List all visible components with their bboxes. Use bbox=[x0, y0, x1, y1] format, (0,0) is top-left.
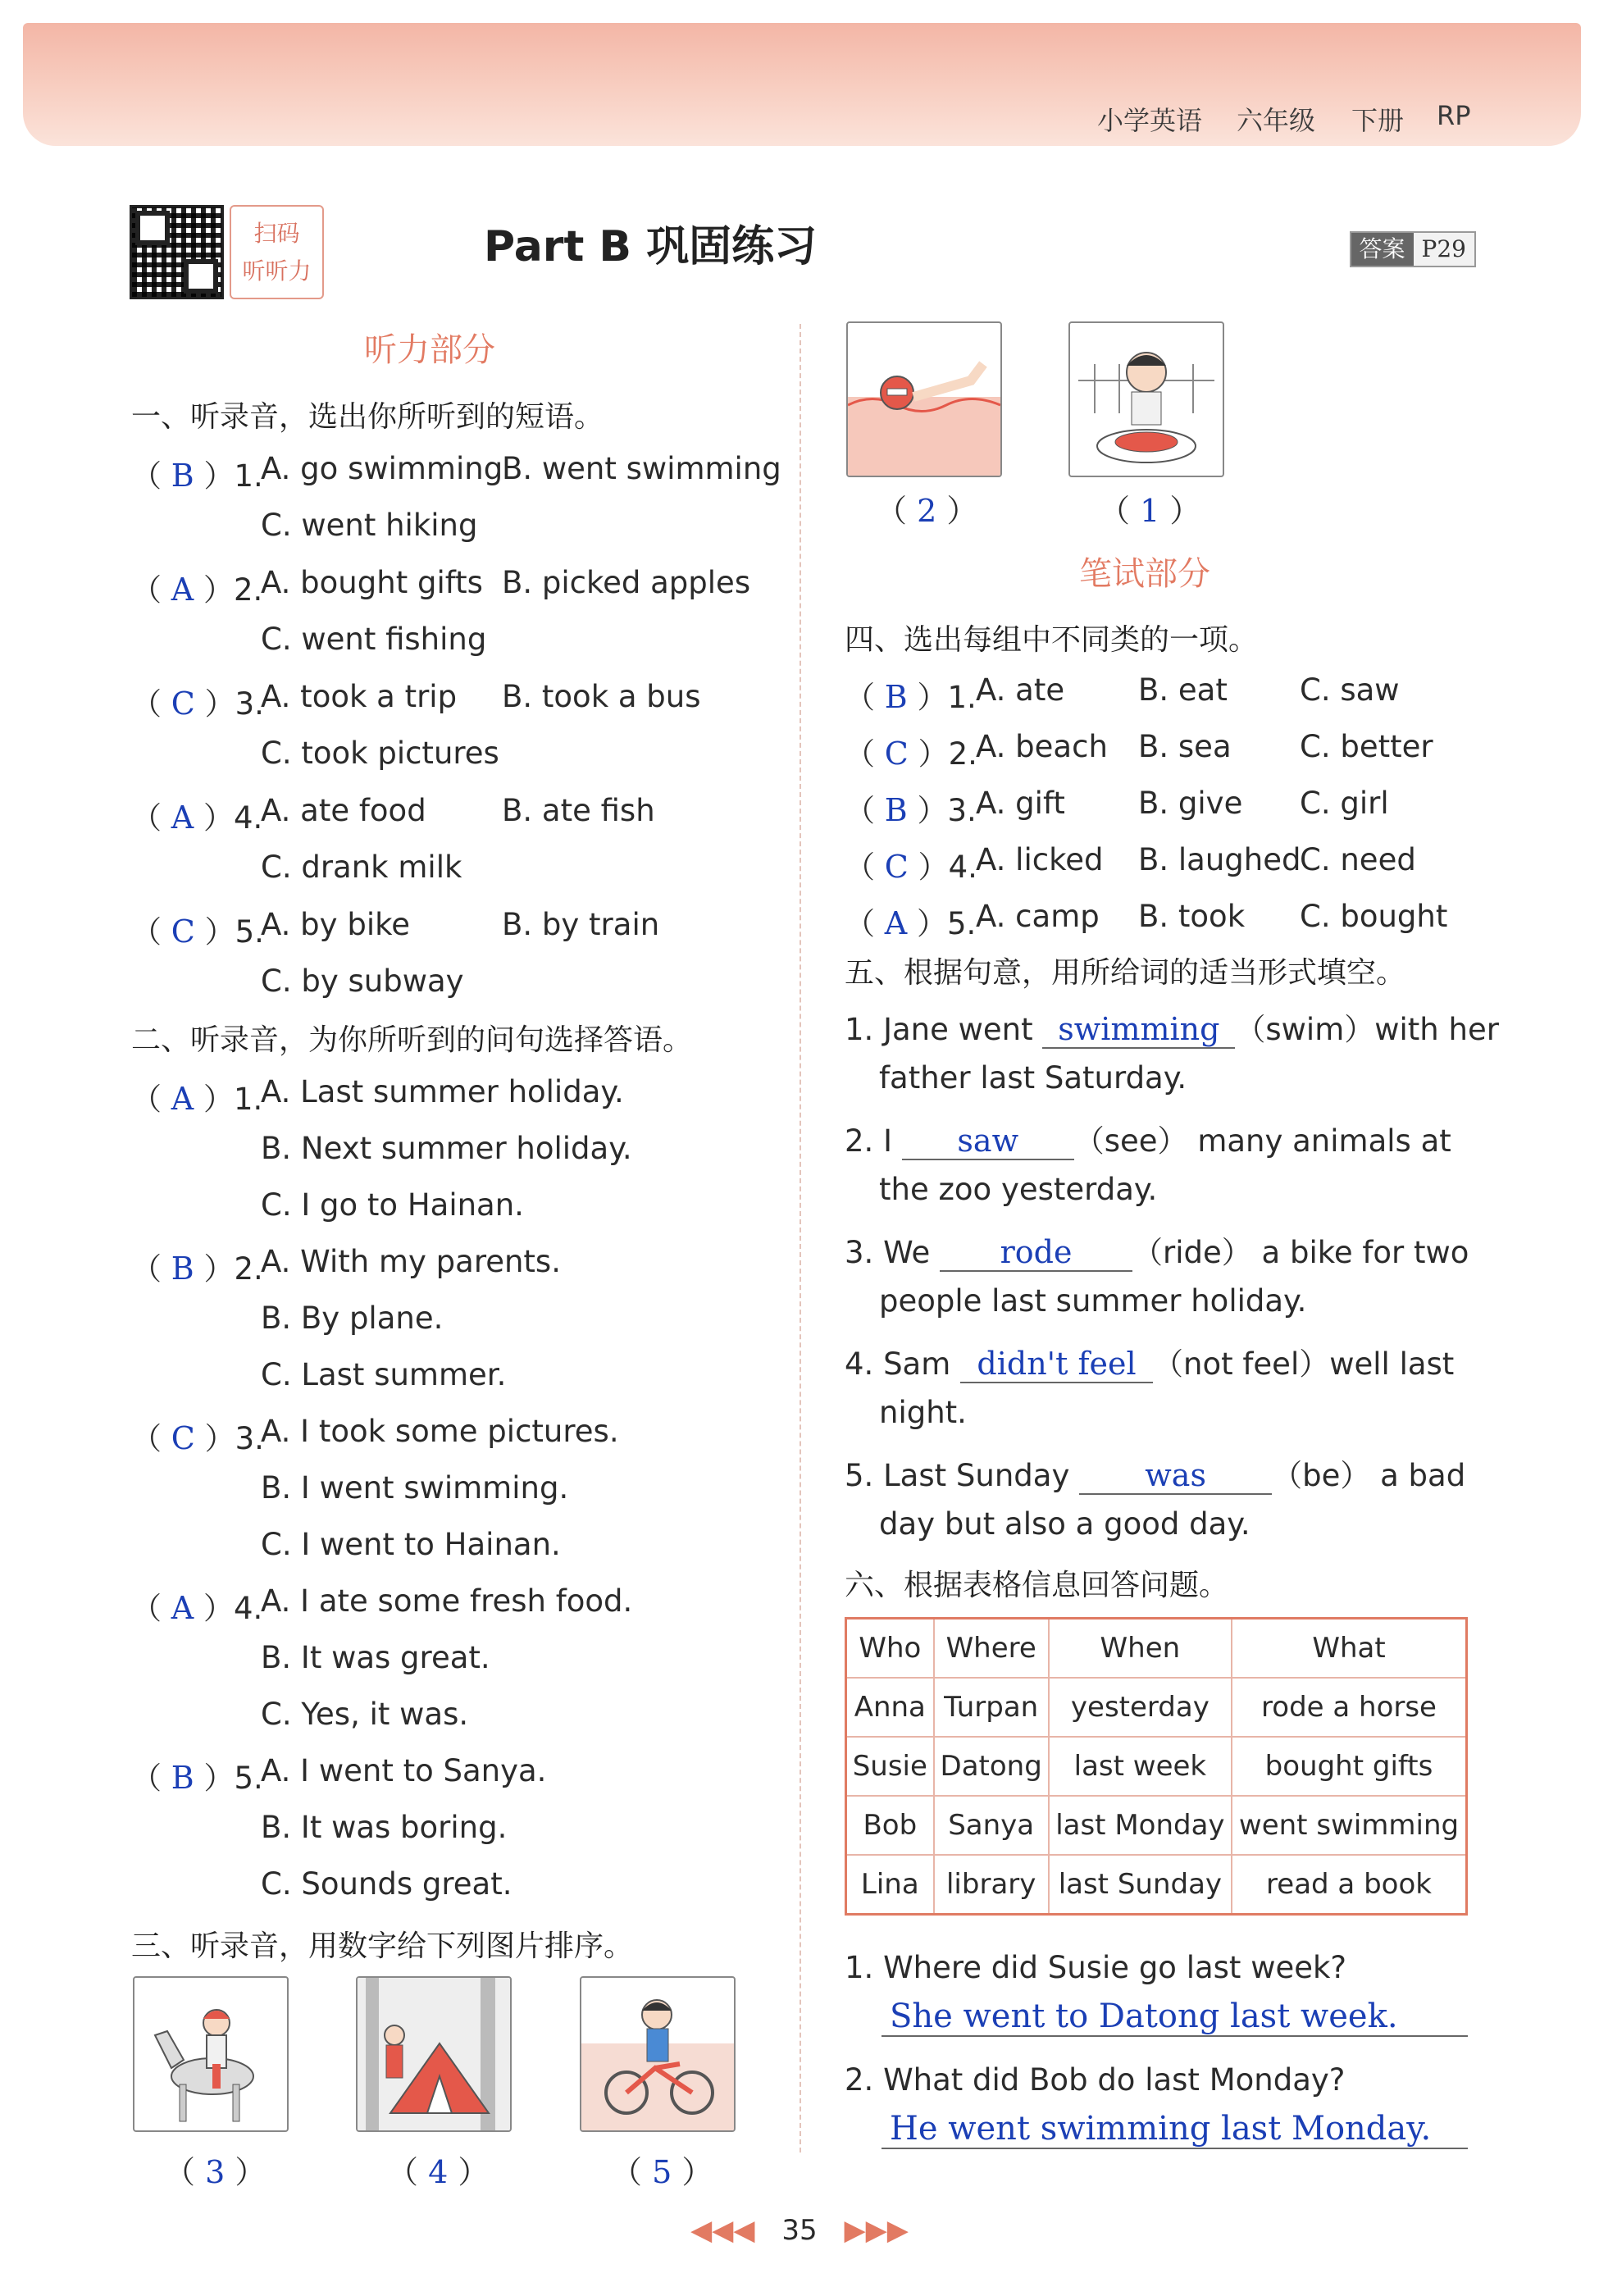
picture-eating-fish bbox=[1068, 321, 1224, 477]
answer-page-tag bbox=[1350, 231, 1476, 267]
item-number: 1. bbox=[233, 1082, 263, 1117]
q1-item: （ A ）2. bbox=[131, 572, 263, 608]
option-text: C. I went to Hainan. bbox=[261, 1527, 561, 1562]
sentence-continuation: night. bbox=[879, 1395, 967, 1430]
picture-order-2: （ 4 ） bbox=[387, 2154, 490, 2190]
listening-section-title: 听力部分 bbox=[364, 331, 495, 369]
option-text: A. bought gifts bbox=[261, 565, 483, 600]
q4-item: （ C ）4. bbox=[845, 849, 977, 885]
q5-item bbox=[845, 1228, 1469, 1272]
picture-order-1: （ 3 ） bbox=[164, 2154, 266, 2190]
picture-order-top-1: （ 2 ） bbox=[876, 493, 978, 529]
option-text: A. With my parents. bbox=[261, 1244, 561, 1279]
table-cell: rode a horse bbox=[1232, 1678, 1466, 1737]
fill-blank[interactable]: swimming bbox=[1042, 1011, 1235, 1049]
table-cell: Turpan bbox=[934, 1678, 1049, 1737]
qr-code-icon[interactable] bbox=[130, 205, 224, 299]
sentence-continuation: people last summer holiday. bbox=[879, 1283, 1307, 1319]
option-text: C. Last summer. bbox=[261, 1357, 507, 1392]
q5-item bbox=[845, 1339, 1454, 1383]
q2-item: （ C ）3. bbox=[131, 1420, 264, 1456]
answer-choice[interactable]: C bbox=[171, 686, 195, 722]
answer-page: P29 bbox=[1414, 233, 1474, 266]
table-cell: Susie bbox=[846, 1737, 934, 1796]
table-cell: went swimming bbox=[1232, 1796, 1466, 1855]
fill-blank[interactable]: didn't feel bbox=[960, 1346, 1153, 1383]
word-hint: （see） many animals at bbox=[1073, 1123, 1451, 1159]
table-cell: Lina bbox=[846, 1855, 934, 1915]
q2-item: （ B ）2. bbox=[131, 1250, 263, 1287]
table-cell: library bbox=[934, 1855, 1049, 1915]
book-volume: 下册 bbox=[1351, 105, 1405, 136]
option-text: B. It was great. bbox=[261, 1640, 490, 1675]
item-number: 1. bbox=[234, 458, 263, 494]
item-number: 1. bbox=[947, 680, 977, 715]
option-text: B. took bbox=[1138, 899, 1246, 934]
book-edition: RP bbox=[1437, 100, 1471, 131]
picture-order-answer[interactable]: 2 bbox=[917, 493, 937, 529]
q1-heading: 一、听录音，选出你所听到的短语。 bbox=[131, 400, 604, 434]
table-cell: Bob bbox=[846, 1796, 934, 1855]
sentence-start: 4. Sam bbox=[845, 1346, 951, 1382]
q5-item bbox=[845, 1004, 1499, 1049]
table-row bbox=[846, 1855, 1467, 1915]
q4-item: （ C ）2. bbox=[845, 736, 977, 772]
option-text: C. saw bbox=[1300, 672, 1400, 708]
option-text: A. ate bbox=[976, 672, 1065, 708]
picture-order-answer[interactable]: 5 bbox=[652, 2154, 672, 2190]
answer-label: 答案 bbox=[1351, 233, 1414, 266]
option-text: B. By plane. bbox=[261, 1301, 444, 1336]
item-number: 2. bbox=[948, 736, 977, 772]
table-header: Who bbox=[846, 1619, 934, 1679]
option-text: C. better bbox=[1300, 729, 1433, 764]
q2-item: （ A ）1. bbox=[131, 1081, 263, 1117]
q1-item: （ A ）4. bbox=[131, 800, 263, 836]
scan-label-1: 扫码 bbox=[253, 220, 300, 247]
sentence-continuation: the zoo yesterday. bbox=[879, 1172, 1158, 1207]
fill-blank[interactable]: saw bbox=[902, 1123, 1074, 1160]
item-number: 5. bbox=[946, 906, 977, 941]
exercise-header bbox=[123, 197, 1476, 303]
q6-answer-1[interactable]: She went to Datong last week. bbox=[882, 1998, 1468, 2037]
q1-item: （ C ）3. bbox=[131, 686, 264, 722]
option-text: A. beach bbox=[976, 729, 1108, 764]
option-text: A. camp bbox=[976, 899, 1100, 934]
picture-horse-riding bbox=[133, 1976, 289, 2132]
answer-choice[interactable]: A bbox=[884, 905, 908, 941]
option-text: B. laughed bbox=[1138, 842, 1301, 877]
picture-bike-riding bbox=[580, 1976, 736, 2132]
word-hint: （swim）with her bbox=[1235, 1012, 1499, 1047]
header-banner bbox=[23, 23, 1581, 146]
page-footer bbox=[0, 2214, 1599, 2247]
sentence-continuation: day but also a good day. bbox=[879, 1506, 1250, 1542]
q6-question-2: 2. What did Bob do last Monday? bbox=[845, 2062, 1346, 2098]
page-number: 35 bbox=[781, 2214, 818, 2247]
table-cell: last Monday bbox=[1049, 1796, 1232, 1855]
sentence-continuation: father last Saturday. bbox=[879, 1060, 1187, 1096]
q1-item: （ C ）5. bbox=[131, 913, 264, 950]
q5-heading: 五、根据句意，用所给词的适当形式填空。 bbox=[845, 956, 1406, 990]
option-text: B. sea bbox=[1138, 729, 1232, 764]
sentence-start: 2. I bbox=[845, 1123, 892, 1159]
answer-choice[interactable]: B bbox=[171, 1760, 194, 1796]
column-divider bbox=[800, 324, 801, 2152]
answer-choice[interactable]: C bbox=[884, 849, 909, 885]
sentence-start: 1. Jane went bbox=[845, 1012, 1033, 1047]
answer-choice[interactable]: C bbox=[171, 1420, 195, 1456]
q5-item bbox=[845, 1451, 1465, 1495]
option-text: A. I went to Sanya. bbox=[261, 1753, 547, 1788]
table-row bbox=[846, 1678, 1467, 1737]
sentence-start: 3. We bbox=[845, 1235, 931, 1270]
option-text: B. Next summer holiday. bbox=[261, 1131, 632, 1166]
next-arrows-icon[interactable]: ▶▶▶ bbox=[844, 2214, 909, 2247]
q4-heading: 四、选出每组中不同类的一项。 bbox=[845, 623, 1259, 657]
option-text: A. go swimming bbox=[261, 451, 503, 486]
option-text: A. gift bbox=[976, 786, 1065, 821]
option-text: A. licked bbox=[976, 842, 1104, 877]
picture-order-answer[interactable]: 1 bbox=[1140, 493, 1160, 529]
picture-swimming bbox=[846, 321, 1002, 477]
picture-camping-tent bbox=[356, 1976, 512, 2132]
table-row bbox=[846, 1796, 1467, 1855]
word-hint: （be） a bad bbox=[1272, 1458, 1466, 1493]
table-cell: Sanya bbox=[934, 1796, 1049, 1855]
word-hint: （ride） a bike for two bbox=[1132, 1235, 1469, 1270]
option-text: B. went swimming bbox=[502, 451, 781, 486]
q4-item: （ A ）5. bbox=[845, 905, 977, 941]
table-cell: yesterday bbox=[1049, 1678, 1232, 1737]
option-text: B. It was boring. bbox=[261, 1810, 508, 1845]
table-header-row bbox=[846, 1619, 1467, 1679]
prev-arrows-icon[interactable]: ◀◀◀ bbox=[690, 2214, 755, 2247]
scan-label-2: 听听力 bbox=[242, 257, 312, 285]
table-cell: Datong bbox=[934, 1737, 1049, 1796]
q2-item: （ A ）4. bbox=[131, 1590, 263, 1626]
q3-heading: 三、听录音，用数字给下列图片排序。 bbox=[131, 1929, 634, 1963]
table-header: Where bbox=[934, 1619, 1049, 1679]
option-text: C. Sounds great. bbox=[261, 1866, 512, 1902]
picture-order-answer[interactable]: 4 bbox=[428, 2154, 449, 2190]
item-number: 5. bbox=[234, 1761, 263, 1796]
answer-choice[interactable]: B bbox=[884, 792, 908, 828]
option-text: A. I ate some fresh food. bbox=[261, 1583, 633, 1619]
q1-item: （ B ）1. bbox=[131, 458, 263, 494]
table-cell: bought gifts bbox=[1232, 1737, 1466, 1796]
q5-item bbox=[845, 1116, 1451, 1160]
option-text: C. bought bbox=[1300, 899, 1448, 934]
book-subject: 小学英语 bbox=[1097, 105, 1203, 136]
item-number: 3. bbox=[235, 1421, 264, 1456]
answer-choice[interactable]: A bbox=[171, 1081, 194, 1117]
answer-choice[interactable]: A bbox=[171, 800, 194, 836]
option-text: A. Last summer holiday. bbox=[261, 1074, 624, 1109]
option-text: C. need bbox=[1300, 842, 1416, 877]
fill-blank[interactable]: was bbox=[1079, 1457, 1272, 1495]
table-cell: last Sunday bbox=[1049, 1855, 1232, 1915]
answer-choice[interactable]: C bbox=[884, 736, 909, 772]
item-number: 2. bbox=[234, 1251, 263, 1287]
item-number: 3. bbox=[947, 793, 977, 828]
fill-blank[interactable]: rode bbox=[940, 1234, 1132, 1272]
table-cell: last week bbox=[1049, 1737, 1232, 1796]
q6-answer-2[interactable]: He went swimming last Monday. bbox=[882, 2110, 1468, 2149]
q4-item: （ B ）3. bbox=[845, 792, 977, 828]
info-table bbox=[845, 1617, 1468, 1916]
written-section-title: 笔试部分 bbox=[1079, 555, 1210, 593]
q6-question-1: 1. Where did Susie go last week? bbox=[845, 1950, 1347, 1985]
item-number: 2. bbox=[233, 572, 263, 608]
item-number: 3. bbox=[235, 686, 264, 722]
item-number: 5. bbox=[235, 914, 264, 950]
page-title: Part B 巩固练习 bbox=[484, 222, 818, 271]
item-number: 4. bbox=[948, 850, 977, 885]
answer-choice[interactable]: B bbox=[884, 679, 908, 715]
option-text: A. by bike bbox=[261, 907, 410, 942]
option-text: C. I go to Hainan. bbox=[261, 1187, 524, 1223]
option-text: C. girl bbox=[1300, 786, 1389, 821]
q4-item: （ B ）1. bbox=[845, 679, 977, 715]
book-grade: 六年级 bbox=[1237, 105, 1316, 136]
option-text: C. went hiking bbox=[261, 508, 478, 543]
option-text: B. picked apples bbox=[502, 565, 751, 600]
option-text: B. ate fish bbox=[502, 793, 655, 828]
option-text: B. I went swimming. bbox=[261, 1470, 569, 1506]
table-cell: Anna bbox=[846, 1678, 934, 1737]
table-cell: read a book bbox=[1232, 1855, 1466, 1915]
option-text: B. eat bbox=[1138, 672, 1228, 708]
picture-order-3: （ 5 ） bbox=[611, 2154, 713, 2190]
option-text: A. took a trip bbox=[261, 679, 458, 714]
answer-choice[interactable]: C bbox=[171, 913, 195, 950]
item-number: 4. bbox=[233, 1591, 263, 1626]
answer-choice[interactable]: B bbox=[171, 458, 194, 494]
answer-choice[interactable]: A bbox=[171, 1590, 194, 1626]
option-text: B. by train bbox=[502, 907, 660, 942]
picture-order-answer[interactable]: 3 bbox=[205, 2154, 226, 2190]
option-text: C. Yes, it was. bbox=[261, 1697, 469, 1732]
sentence-start: 5. Last Sunday bbox=[845, 1458, 1070, 1493]
q2-heading: 二、听录音，为你所听到的问句选择答语。 bbox=[131, 1023, 693, 1057]
option-text: A. ate food bbox=[261, 793, 426, 828]
option-text: C. went fishing bbox=[261, 622, 487, 657]
answer-choice[interactable]: B bbox=[171, 1250, 194, 1287]
table-row bbox=[846, 1737, 1467, 1796]
item-number: 4. bbox=[233, 800, 263, 836]
picture-order-top-2: （ 1 ） bbox=[1099, 493, 1201, 529]
option-text: C. by subway bbox=[261, 963, 464, 999]
option-text: B. give bbox=[1138, 786, 1243, 821]
option-text: C. drank milk bbox=[261, 850, 462, 885]
q2-item: （ B ）5. bbox=[131, 1760, 263, 1796]
option-text: B. took a bus bbox=[502, 679, 701, 714]
q6-heading: 六、根据表格信息回答问题。 bbox=[845, 1569, 1229, 1602]
answer-choice[interactable]: A bbox=[171, 572, 194, 608]
table-header: What bbox=[1232, 1619, 1466, 1679]
scan-listen-label bbox=[230, 205, 324, 299]
word-hint: （not feel）well last bbox=[1153, 1346, 1455, 1382]
option-text: A. I took some pictures. bbox=[261, 1414, 619, 1449]
table-header: When bbox=[1049, 1619, 1232, 1679]
option-text: C. took pictures bbox=[261, 736, 499, 771]
